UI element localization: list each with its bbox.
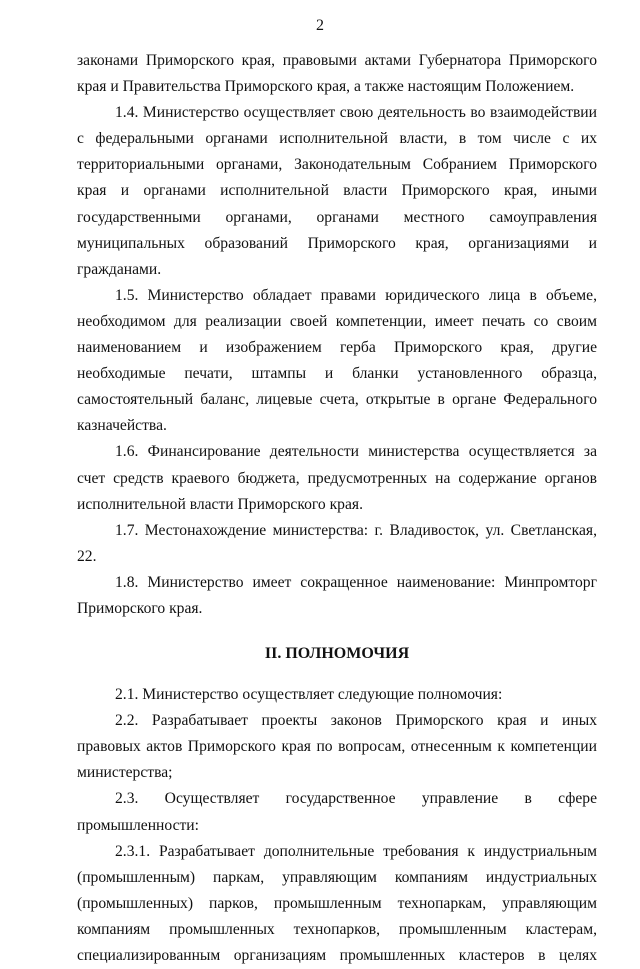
page-number: 2 [316,17,324,34]
paragraph-2-3: 2.3. Осуществляет государственное управление в сфере промышленности: [77,790,597,834]
paragraph-1-5: 1.5. Министерство обладает правами юридического лица в объеме, необходимом для реализации своей компетенции, имеет печать со своим наименованием и изображением герба Приморского края, другие необходимые печати, штампы и бланки установленного образца, самостоятельный баланс, лицевые счета, открытые в органе Федерального казначейства. [77,286,597,435]
section-heading: II. ПОЛНОМОЧИЯ [264,645,410,663]
paragraph-2-2: 2.2. Разрабатывает проекты законов Приморского края и иных правовых актов Приморского края по вопросам, отнесенным к компетенции министерства; [77,712,597,782]
paragraph-2-1: 2.1. Министерство осуществляет следующие полномочия: [115,686,503,704]
paragraph-1-7: 1.7. Местонахождение министерства: г. Владивосток, ул. Светланская, 22. [77,521,597,565]
paragraph-1-6: 1.6. Финансирование деятельности министерства осуществляется за счет средств краевого бюджета, предусмотренных на содержание органов исполнительной власти Приморского края. [77,443,597,513]
paragraph-2-3-1: 2.3.1. Разрабатывает дополнительные требования к индустриальным (промышленным) паркам, управляющим компаниям индустриальных (промышленных) парков, промышленным технопаркам, управляющим компаниям промышленных технопарков, промышленным кластерам, специализированным организациям промышленных кластеров в целях [77,842,597,964]
paragraph-continuation: законами Приморского края, правовыми актами Губернатора Приморского края и Правительства Приморского края, а также настоящим Положением. [77,52,597,96]
paragraph-1-4: 1.4. Министерство осуществляет свою деятельность во взаимодействии с федеральными органами исполнительной власти, в том числе с их территориальными органами, Законодательным Собранием Приморского края и органами исполнительной власти Приморского края, иными государственными органами, органами местного самоуправления муниципальных образований Приморского края, организациями и гражданами. [77,104,597,278]
paragraph-1-8: 1.8. Министерство имеет сокращенное наименование: Минпромторг Приморского края. [77,573,597,617]
document-body [77,48,597,969]
